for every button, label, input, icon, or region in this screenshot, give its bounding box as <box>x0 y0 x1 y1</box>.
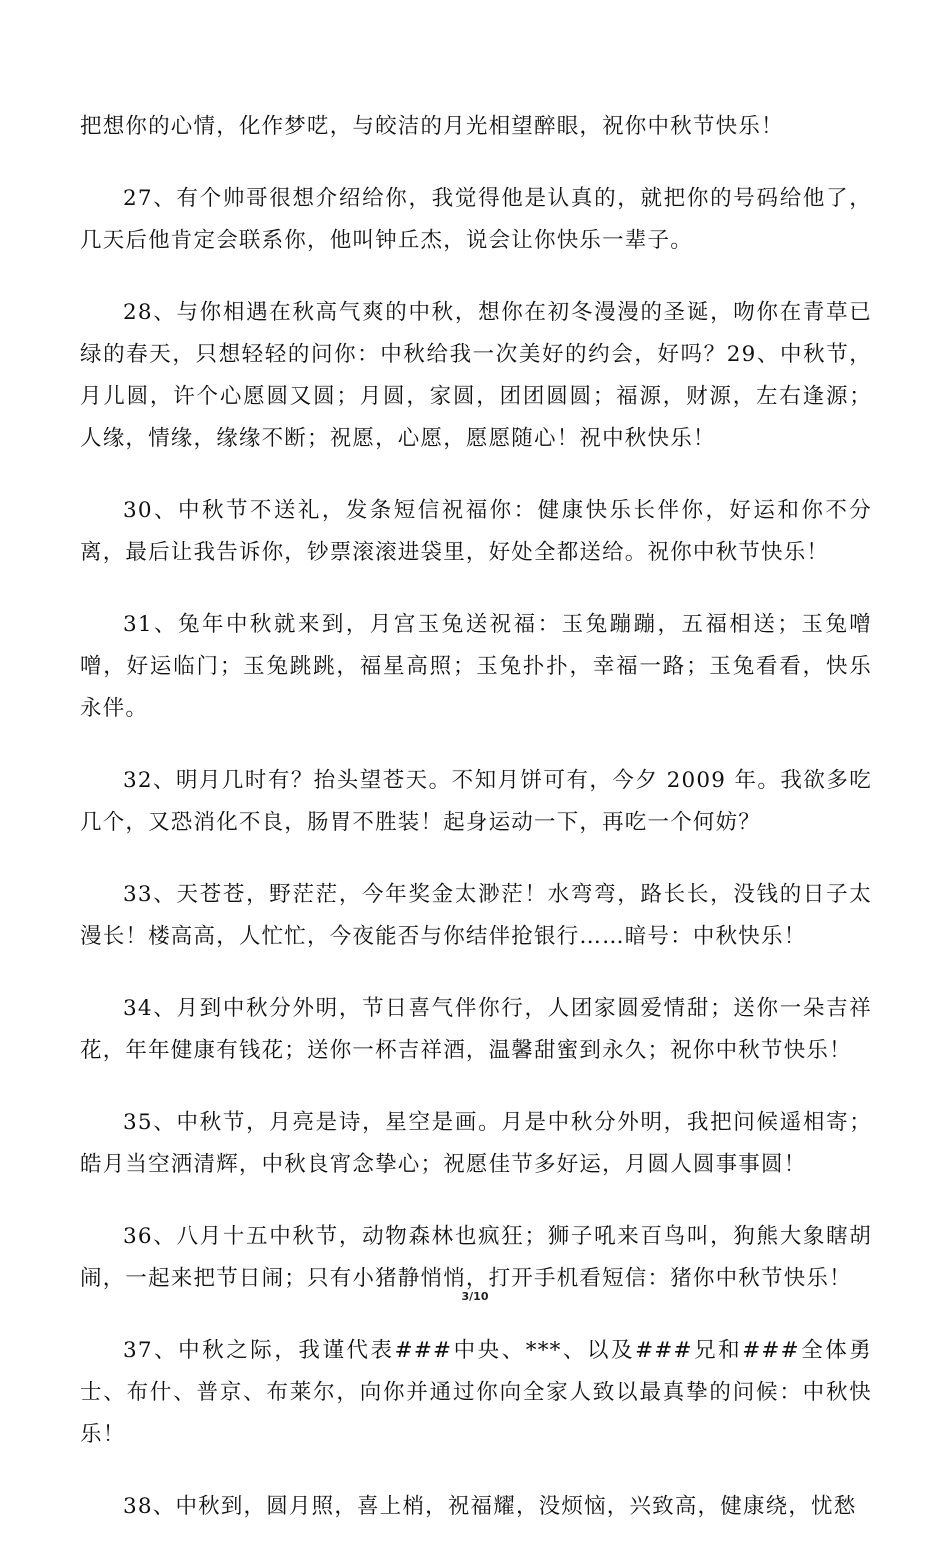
page-number: 3/10 <box>461 1290 489 1303</box>
paragraph-28: 28、与你相遇在秋高气爽的中秋，想你在初冬漫漫的圣诞，吻你在青草已绿的春天，只想轻轻的问你：中秋给我一次美好的约会，好吗？29、中秋节，月儿圆，许个心愿圆又圆；月圆，家圆，团团圆圆；福源，财源，左右逢源；人缘，情缘，缘缘不断；祝愿，心愿，愿愿随心！祝中秋快乐！ <box>80 300 872 451</box>
paragraph-37: 37、中秋之际，我谨代表###中央、***、以及###兄和###全体勇士、布什、普京、布莱尔，向你并通过你向全家人致以最真挚的问候：中秋快乐！ <box>80 1338 872 1447</box>
paragraph-31: 31、兔年中秋就来到，月宫玉兔送祝福：玉兔蹦蹦，五福相送；玉兔噌噌，好运临门；玉兔跳跳，福星高照；玉兔扑扑，幸福一路；玉兔看看，快乐永伴。 <box>80 612 872 721</box>
paragraph-36: 36、八月十五中秋节，动物森林也疯狂；狮子吼来百鸟叫，狗熊大象瞎胡闹，一起来把节日闹；只有小猪静悄悄，打开手机看短信：猪你中秋节快乐！ <box>80 1224 872 1291</box>
paragraph-35: 35、中秋节，月亮是诗，星空是画。月是中秋分外明，我把问候遥相寄；皓月当空洒清辉，中秋良宵念挚心；祝愿佳节多好运，月圆人圆事事圆！ <box>80 1110 872 1177</box>
paragraph-continuation: 把想你的心情，化作梦呓，与皎洁的月光相望醉眼，祝你中秋节快乐！ <box>80 114 784 139</box>
paragraph-32: 32、明月几时有？抬头望苍天。不知月饼可有，今夕 2009 年。我欲多吃几个，又恐消化不良，肠胃不胜装！起身运动一下，再吃一个何妨？ <box>80 768 872 835</box>
paragraph-34: 34、月到中秋分外明，节日喜气伴你行，人团家圆爱情甜；送你一朵吉祥花，年年健康有钱花；送你一杯吉祥酒，温馨甜蜜到永久；祝你中秋节快乐！ <box>80 996 872 1063</box>
document-body <box>80 106 872 1558</box>
paragraph-27: 27、有个帅哥很想介绍给你，我觉得他是认真的，就把你的号码给他了，几天后他肯定会联系你，他叫钟丘杰，说会让你快乐一辈子。 <box>80 186 872 253</box>
paragraph-30: 30、中秋节不送礼，发条短信祝福你：健康快乐长伴你，好运和你不分离，最后让我告诉你，钞票滚滚进袋里，好处全都送给。祝你中秋节快乐！ <box>80 498 872 565</box>
paragraph-33: 33、天苍苍，野茫茫，今年奖金太渺茫！水弯弯，路长长，没钱的日子太漫长！楼高高，人忙忙，今夜能否与你结伴抢银行……暗号：中秋快乐！ <box>80 882 872 949</box>
paragraph-38: 38、中秋到，圆月照，喜上梢，祝福耀，没烦恼，兴致高，健康绕，忧愁 <box>123 1494 857 1519</box>
